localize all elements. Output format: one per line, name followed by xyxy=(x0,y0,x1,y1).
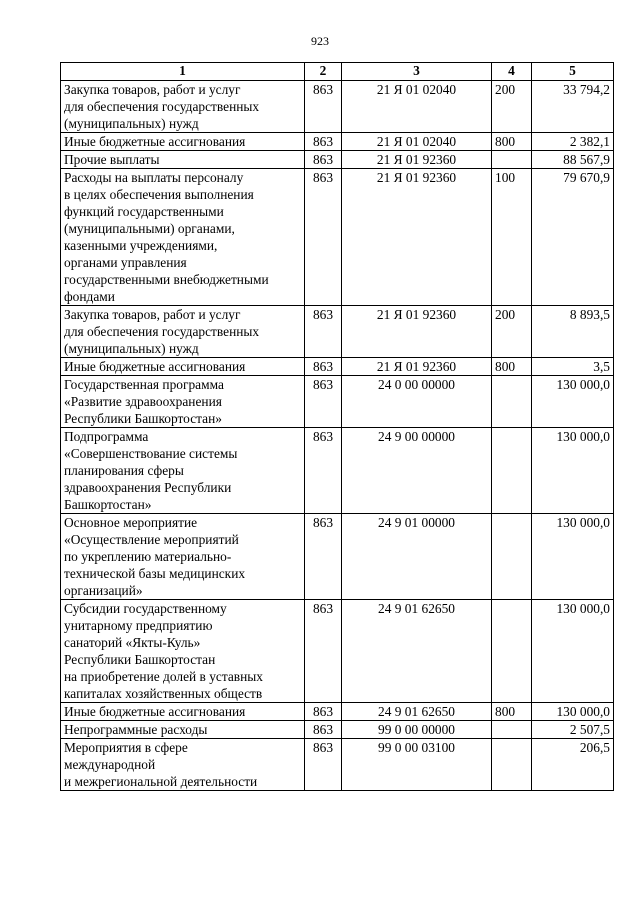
target-article-cell: 21 Я 01 02040 xyxy=(342,133,492,151)
expense-name-line: «Осуществление мероприятий xyxy=(64,532,239,547)
table-row xyxy=(61,133,614,151)
header-col-5: 5 xyxy=(532,63,614,81)
expense-name-line: (муниципальными) органами, xyxy=(64,221,235,236)
expense-name-cell xyxy=(61,703,305,721)
target-article-cell: 24 0 00 00000 xyxy=(342,376,492,428)
expense-type-cell: 100 xyxy=(492,169,532,306)
expense-name-line: Прочие выплаты xyxy=(64,152,160,167)
amount-cell: 206,5 xyxy=(532,739,614,791)
amount-cell: 88 567,9 xyxy=(532,151,614,169)
expense-name-line: Закупка товаров, работ и услуг xyxy=(64,307,241,322)
expense-name-line: государственными внебюджетными xyxy=(64,272,269,287)
expense-name-line: планирования сферы xyxy=(64,463,184,478)
expense-name-cell xyxy=(61,721,305,739)
expense-type-cell: 800 xyxy=(492,703,532,721)
expense-name-cell xyxy=(61,306,305,358)
expense-name-cell xyxy=(61,376,305,428)
target-article-cell: 24 9 00 00000 xyxy=(342,428,492,514)
amount-cell: 2 507,5 xyxy=(532,721,614,739)
ministry-code-cell: 863 xyxy=(305,133,342,151)
target-article-cell: 21 Я 01 02040 xyxy=(342,81,492,133)
expense-name-line: (муниципальных) нужд xyxy=(64,341,199,356)
expense-name-cell xyxy=(61,600,305,703)
expense-name-line: функций государственными xyxy=(64,204,224,219)
target-article-cell: 21 Я 01 92360 xyxy=(342,358,492,376)
target-article-cell: 24 9 01 62650 xyxy=(342,600,492,703)
table-header-row xyxy=(61,63,614,81)
ministry-code-cell: 863 xyxy=(305,703,342,721)
expense-name-line: Башкортостан» xyxy=(64,497,152,512)
amount-cell: 33 794,2 xyxy=(532,81,614,133)
ministry-code-cell: 863 xyxy=(305,306,342,358)
table-row xyxy=(61,739,614,791)
ministry-code-cell: 863 xyxy=(305,169,342,306)
table-row xyxy=(61,428,614,514)
expense-name-line: Основное мероприятие xyxy=(64,515,198,530)
amount-cell: 130 000,0 xyxy=(532,376,614,428)
expense-type-cell xyxy=(492,739,532,791)
target-article-cell: 99 0 00 00000 xyxy=(342,721,492,739)
ministry-code-cell: 863 xyxy=(305,81,342,133)
expense-name-line: здравоохранения Республики xyxy=(64,480,232,495)
expense-name-line: на приобретение долей в уставных xyxy=(64,669,263,684)
expense-name-cell xyxy=(61,428,305,514)
ministry-code-cell: 863 xyxy=(305,151,342,169)
expense-name-line: организаций» xyxy=(64,583,143,598)
expense-name-line: «Совершенствование системы xyxy=(64,446,238,461)
ministry-code-cell: 863 xyxy=(305,739,342,791)
expense-name-line: Иные бюджетные ассигнования xyxy=(64,704,246,719)
expense-name-line: Субсидии государственному xyxy=(64,601,227,616)
expense-type-cell: 800 xyxy=(492,133,532,151)
header-col-1: 1 xyxy=(61,63,305,81)
table-row xyxy=(61,151,614,169)
expense-name-line: для обеспечения государственных xyxy=(64,324,260,339)
expense-name-line: Иные бюджетные ассигнования xyxy=(64,134,246,149)
expense-type-cell: 200 xyxy=(492,81,532,133)
expense-name-line: Непрограммные расходы xyxy=(64,722,208,737)
expense-name-line: Республики Башкортостан xyxy=(64,652,216,667)
table-row xyxy=(61,514,614,600)
target-article-cell: 21 Я 01 92360 xyxy=(342,306,492,358)
amount-cell: 130 000,0 xyxy=(532,428,614,514)
table-row xyxy=(61,376,614,428)
amount-cell: 3,5 xyxy=(532,358,614,376)
ministry-code-cell: 863 xyxy=(305,721,342,739)
expense-name-cell xyxy=(61,169,305,306)
amount-cell: 130 000,0 xyxy=(532,600,614,703)
expense-name-line: Расходы на выплаты персоналу xyxy=(64,170,244,185)
expense-name-cell xyxy=(61,358,305,376)
amount-cell: 8 893,5 xyxy=(532,306,614,358)
expense-name-line: «Развитие здравоохранения xyxy=(64,394,222,409)
expense-name-line: для обеспечения государственных xyxy=(64,99,260,114)
expense-name-cell xyxy=(61,514,305,600)
expense-type-cell: 800 xyxy=(492,358,532,376)
expense-name-line: Иные бюджетные ассигнования xyxy=(64,359,246,374)
table-row xyxy=(61,703,614,721)
table-row xyxy=(61,358,614,376)
amount-cell: 130 000,0 xyxy=(532,514,614,600)
expense-name-line: казенными учреждениями, xyxy=(64,238,218,253)
expense-name-cell xyxy=(61,81,305,133)
expense-name-line: санаторий «Якты-Куль» xyxy=(64,635,201,650)
ministry-code-cell: 863 xyxy=(305,358,342,376)
amount-cell: 2 382,1 xyxy=(532,133,614,151)
expense-name-line: Закупка товаров, работ и услуг xyxy=(64,82,241,97)
expense-type-cell xyxy=(492,721,532,739)
expense-name-line: технической базы медицинских xyxy=(64,566,246,581)
target-article-cell: 21 Я 01 92360 xyxy=(342,151,492,169)
expense-type-cell xyxy=(492,151,532,169)
expense-name-line: Мероприятия в сфере xyxy=(64,740,188,755)
expense-name-cell xyxy=(61,151,305,169)
expense-type-cell xyxy=(492,600,532,703)
header-col-4: 4 xyxy=(492,63,532,81)
expense-name-line: капиталах хозяйственных обществ xyxy=(64,686,263,701)
expense-name-cell xyxy=(61,133,305,151)
table-row xyxy=(61,600,614,703)
expense-name-line: (муниципальных) нужд xyxy=(64,116,199,131)
expense-name-cell xyxy=(61,739,305,791)
expense-name-line: и межрегиональной деятельности xyxy=(64,774,258,789)
ministry-code-cell: 863 xyxy=(305,600,342,703)
target-article-cell: 21 Я 01 92360 xyxy=(342,169,492,306)
ministry-code-cell: 863 xyxy=(305,376,342,428)
page-number: 923 xyxy=(311,34,329,48)
expense-name-line: Государственная программа xyxy=(64,377,224,392)
expense-type-cell xyxy=(492,428,532,514)
expense-name-line: унитарному предприятию xyxy=(64,618,213,633)
amount-cell: 130 000,0 xyxy=(532,703,614,721)
expense-name-line: по укреплению материально- xyxy=(64,549,232,564)
expense-type-cell: 200 xyxy=(492,306,532,358)
table-row xyxy=(61,81,614,133)
expense-name-line: Республики Башкортостан» xyxy=(64,411,222,426)
expense-name-line: международной xyxy=(64,757,156,772)
expense-name-line: Подпрограмма xyxy=(64,429,149,444)
budget-table xyxy=(60,62,614,791)
target-article-cell: 99 0 00 03100 xyxy=(342,739,492,791)
expense-name-line: фондами xyxy=(64,289,115,304)
target-article-cell: 24 9 01 62650 xyxy=(342,703,492,721)
ministry-code-cell: 863 xyxy=(305,428,342,514)
amount-cell: 79 670,9 xyxy=(532,169,614,306)
table-row xyxy=(61,721,614,739)
expense-name-line: в целях обеспечения выполнения xyxy=(64,187,254,202)
header-col-3: 3 xyxy=(342,63,492,81)
header-col-2: 2 xyxy=(305,63,342,81)
table-row xyxy=(61,169,614,306)
table-body xyxy=(61,81,614,791)
table-row xyxy=(61,306,614,358)
ministry-code-cell: 863 xyxy=(305,514,342,600)
expense-name-line: органами управления xyxy=(64,255,187,270)
expense-type-cell xyxy=(492,514,532,600)
expense-type-cell xyxy=(492,376,532,428)
target-article-cell: 24 9 01 00000 xyxy=(342,514,492,600)
